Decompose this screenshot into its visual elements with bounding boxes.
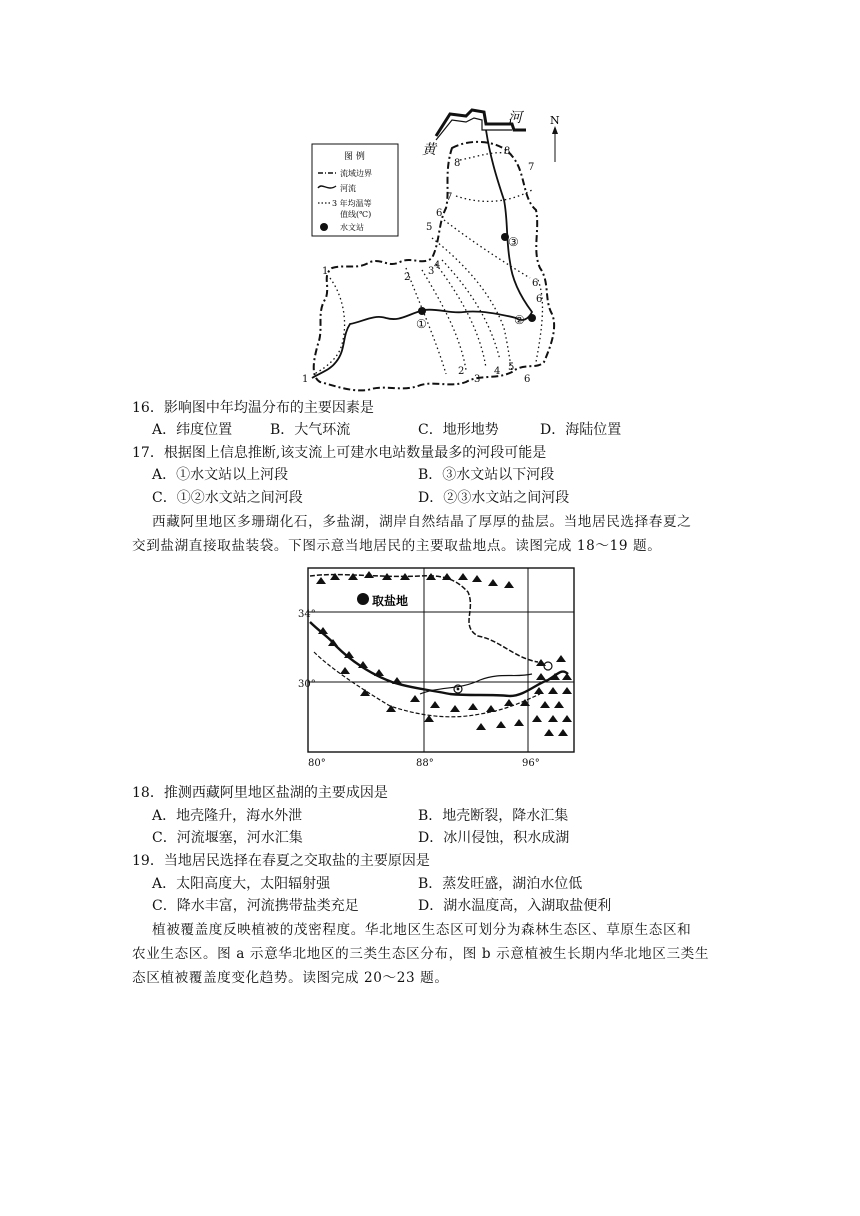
q16-option-c[interactable]: C．地形地势 [418,422,499,438]
q18-option-d[interactable]: D．冰川侵蚀，积水成湖 [418,830,570,846]
q16-stem: 16．影响图中年均温分布的主要因素是 [132,400,374,416]
q19-option-a[interactable]: A．太阳高度大，太阳辐射强 [152,876,331,892]
lon-80-label: 80° [308,758,326,769]
intro-20-23-line3: 态区植被覆盖度变化趋势。读图完成 20～23 题。 [132,970,449,986]
north-arrow-icon [552,126,558,162]
svg-text:流域边界: 流域边界 [340,169,372,178]
station-1-label: ① [416,317,427,331]
lat-34-label: 34° [298,609,316,620]
svg-text:6: 6 [436,208,443,219]
svg-text:6: 6 [524,374,531,385]
svg-text:值线(℃): 值线(℃) [340,210,372,219]
q17-stem: 17．根据图上信息推断,该支流上可建水电站数量最多的河段可能是 [132,445,547,461]
svg-text:1: 1 [302,374,309,385]
svg-text:7: 7 [528,162,535,173]
river-outline [436,118,512,140]
tibet-map [300,562,590,772]
svg-text:7: 7 [446,192,453,203]
svg-text:水文站: 水文站 [340,223,364,232]
svg-text:4: 4 [494,366,501,377]
q18-stem: 18．推测西藏阿里地区盐湖的主要成因是 [132,785,388,801]
intro-18-19-line2: 交到盐湖直接取盐装袋。下图示意当地居民的主要取盐地点。读图完成 18～19 题。 [132,538,662,554]
svg-text:5: 5 [508,362,515,373]
svg-text:河流: 河流 [340,184,356,193]
q17-option-b[interactable]: B．③水文站以下河段 [418,467,555,483]
q19-option-b[interactable]: B．蒸发旺盛，湖泊水位低 [418,876,583,892]
intro-20-23-line1: 植被覆盖度反映植被的茂密程度。华北地区生态区可划分为森林生态区、草原生态区和 [152,922,692,938]
svg-text:5: 5 [426,222,433,233]
station-3-label: ③ [508,235,519,249]
q19-option-d[interactable]: D．湖水温度高，入湖取盐便利 [418,898,612,914]
station-2-label: ② [514,313,525,327]
basin-map [300,100,570,395]
svg-text:6: 6 [532,278,539,289]
svg-text:8: 8 [454,158,461,169]
river-char-he: 河 [508,110,522,126]
legend [312,144,398,236]
svg-text:2: 2 [404,272,411,283]
salt-site-marker [357,593,369,605]
svg-text:图 例: 图 例 [344,152,365,162]
q18-option-b[interactable]: B．地壳断裂，降水汇集 [418,808,569,824]
q18-option-c[interactable]: C．河流堰塞，河水汇集 [152,830,303,846]
svg-text:1: 1 [322,266,329,277]
q17-option-a[interactable]: A．①水文站以上河段 [152,467,289,483]
q16-option-d[interactable]: D．海陆位置 [540,422,622,438]
svg-text:3: 3 [428,266,435,277]
lon-88-label: 88° [416,758,434,769]
salt-site-label: 取盐地 [372,594,409,608]
svg-text:8: 8 [504,146,511,157]
intro-18-19-line1: 西藏阿里地区多珊瑚化石，多盐湖，湖岸自然结晶了厚厚的盐层。当地居民选择春夏之 [152,514,692,530]
q17-option-d[interactable]: D．②③水文站之间河段 [418,490,570,506]
svg-text:6: 6 [536,294,543,305]
lon-96-label: 96° [522,758,540,769]
svg-text:4: 4 [434,260,441,271]
q16-option-a[interactable]: A．纬度位置 [152,422,233,438]
q17-option-c[interactable]: C．①②水文站之间河段 [152,490,303,506]
lat-30-label: 30° [298,679,316,690]
intro-20-23-line2: 农业生态区。图 a 示意华北地区的三类生态区分布，图 b 示意植被生长期内华北地区三类生 [132,946,710,962]
q16-option-b[interactable]: B．大气环流 [270,422,351,438]
svg-text:3 年均温等: 3 年均温等 [332,199,372,208]
svg-text:3: 3 [474,374,481,385]
river-char-huang: 黄 [422,142,436,158]
svg-text:2: 2 [458,366,465,377]
north-label: N [550,114,560,127]
q19-option-c[interactable]: C．降水丰富，河流携带盐类充足 [152,898,359,914]
q19-stem: 19．当地居民选择在春夏之交取盐的主要原因是 [132,853,430,869]
q18-option-a[interactable]: A．地壳隆升，海水外泄 [152,808,303,824]
